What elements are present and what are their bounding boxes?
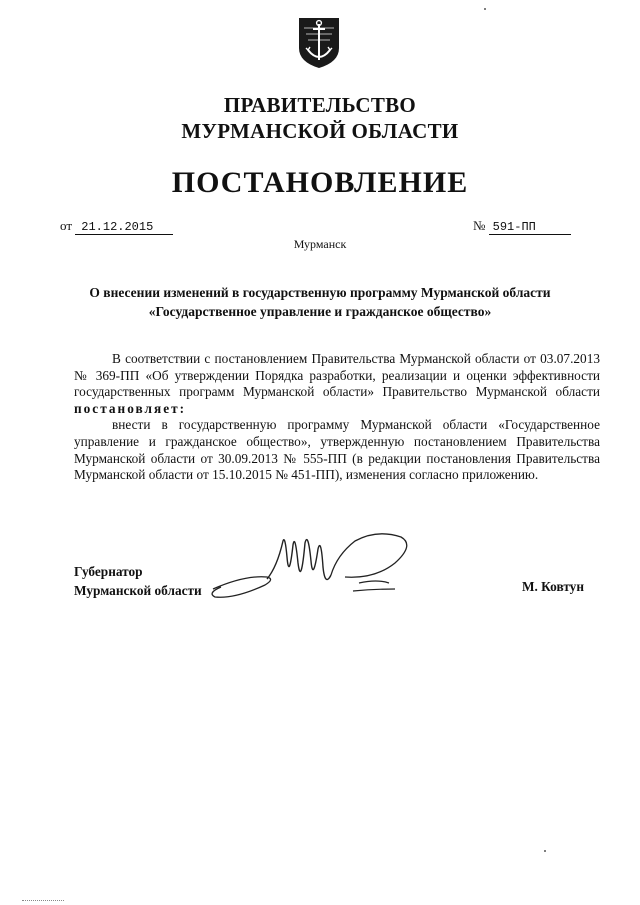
date-prefix: от — [60, 218, 73, 233]
preamble-text: В соответствии с постановлением Правительства Мурманской области от 03.07.2013 № 369-ПП «Об утверждении Порядка разработки, реализации и оценки эффективности государственных программ Мурманской области» Правительство Мурманской области — [74, 351, 600, 400]
scan-speck — [484, 8, 486, 10]
document-type-title: ПОСТАНОВЛЕНИЕ — [171, 166, 469, 199]
scan-speck — [544, 850, 546, 852]
document-date: 21.12.2015 — [75, 220, 173, 235]
signatory-name: М. Ковтун — [521, 579, 584, 594]
position-line2: Мурманской области — [74, 583, 202, 598]
document-number: 591-ПП — [489, 220, 571, 235]
handwritten-signature-icon — [205, 527, 425, 617]
page-edge-mark — [22, 900, 64, 902]
position-line1: Губернатор — [74, 564, 143, 579]
number-prefix: № — [473, 218, 486, 233]
issue-city: Мурманск — [293, 237, 347, 251]
organization-title-line1: ПРАВИТЕЛЬСТВО — [223, 93, 417, 117]
document-body — [74, 351, 600, 484]
body-paragraph-resolution: внести в государственную программу Мурманской области «Государственное управление и гражданское общество», утвержденную постановлением Правительства Мурманской области от 30.09.2013 № 555-ПП (в редакции постановления Правительства Мурманской области от 15.10.2015 № 451-ПП), изменения согласно приложению. — [74, 417, 600, 483]
document-number-line — [473, 218, 571, 235]
murmansk-coat-of-arms-icon — [295, 14, 343, 70]
signatory-position — [74, 562, 202, 600]
document-subject — [60, 283, 580, 321]
body-paragraph-preamble — [74, 351, 600, 417]
organization-title-line2: МУРМАНСКОЙ ОБЛАСТИ — [181, 119, 459, 143]
subject-line1: О внесении изменений в государственную программу Мурманской области — [89, 285, 551, 300]
document-date-line — [60, 218, 173, 235]
subject-line2: «Государственное управление и гражданское общество» — [148, 304, 492, 319]
resolution-keyword: постановляет: — [74, 400, 187, 416]
